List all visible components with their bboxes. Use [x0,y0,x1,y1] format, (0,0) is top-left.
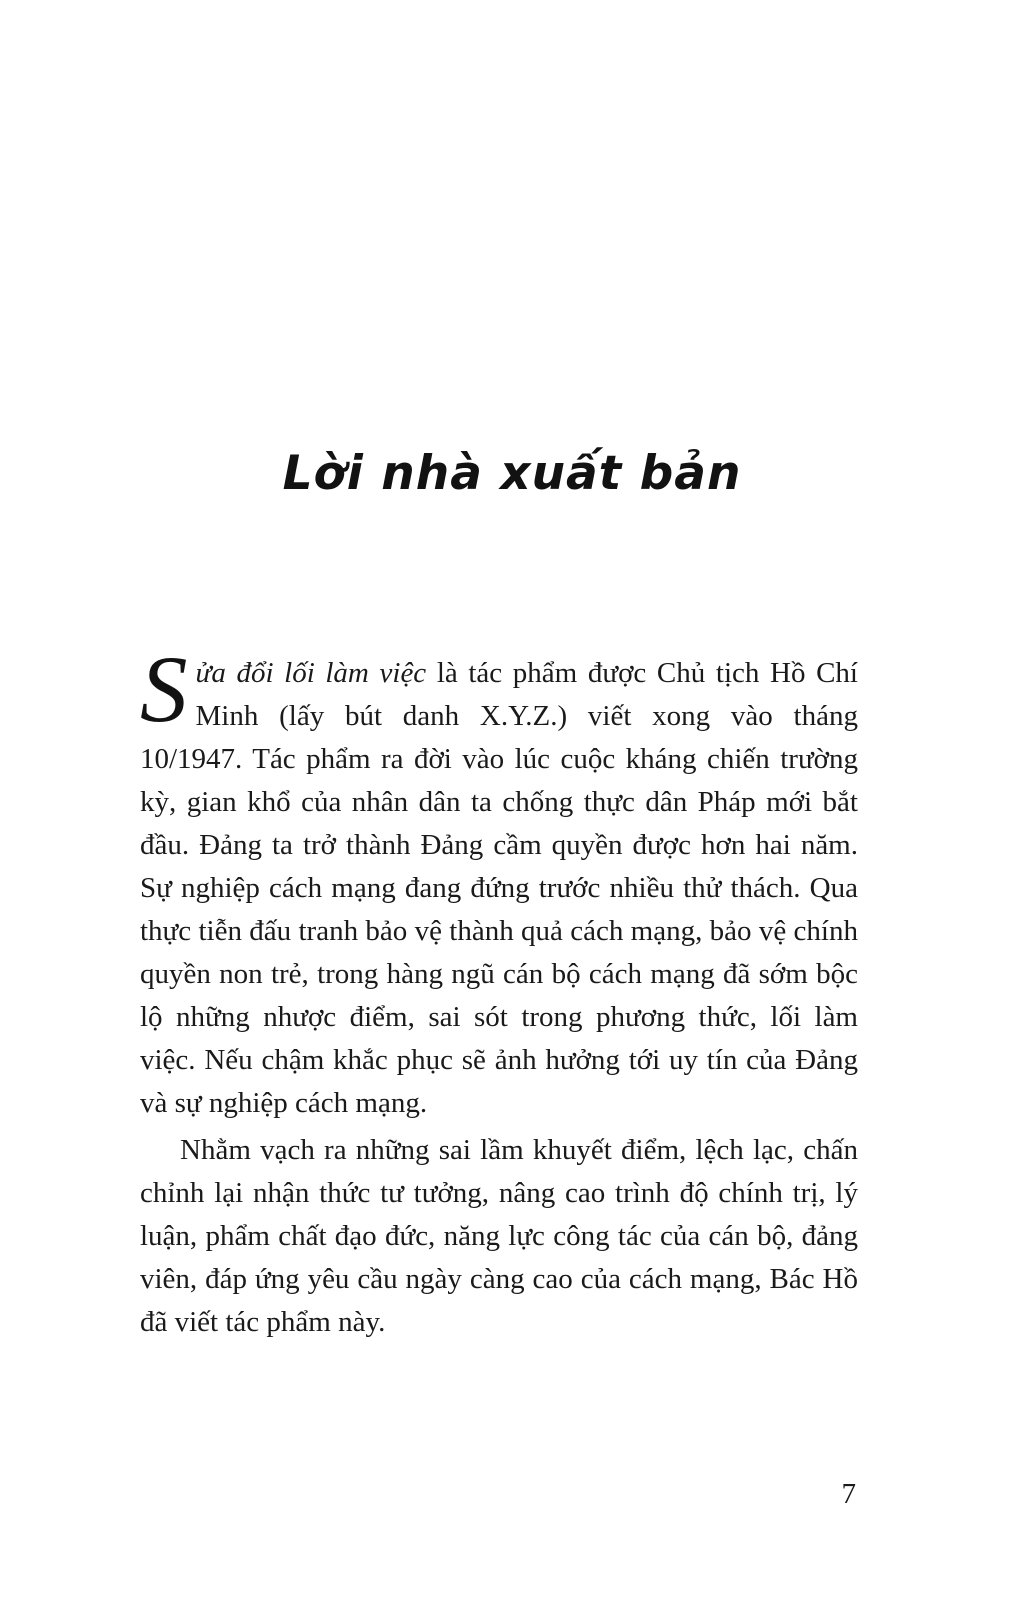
body-text [140,636,858,1344]
drop-cap: S [140,636,188,742]
paragraph-1-text: là tác phẩm được Chủ tịch Hồ Chí Minh (lấy bút danh X.Y.Z.) viết xong vào tháng 10/1947. Tác phẩm ra đời vào lúc cuộc kháng chiến trường kỳ, gian khổ của nhân dân ta chống thực dân Pháp mới bắt đầu. Đảng ta trở thành Đảng cầm quyền được hơn hai năm. Sự nghiệp cách mạng đang đứng trước nhiều thử thách. Qua thực tiễn đấu tranh bảo vệ thành quả cách mạng, bảo vệ chính quyền non trẻ, trong hàng ngũ cán bộ cách mạng đã sớm bộc lộ những nhược điểm, sai sót trong phương thức, lối làm việc. Nếu chậm khắc phục sẽ ảnh hưởng tới uy tín của Đảng và sự nghiệp cách mạng. [140,657,858,1119]
paragraph-2: Nhằm vạch ra những sai lầm khuyết điểm, lệch lạc, chấn chỉnh lại nhận thức tư tưởng, nâng cao trình độ chính trị, lý luận, phẩm chất đạo đức, năng lực công tác của cán bộ, đảng viên, đáp ứng yêu cầu ngày càng cao của cách mạng, Bác Hồ đã viết tác phẩm này. [140,1134,858,1338]
work-title-italic: ửa đổi lối làm việc [195,657,427,689]
page-number: 7 [841,1478,856,1510]
page-title: Lời nhà xuất bản [282,446,742,502]
paragraph-1 [140,636,858,1125]
